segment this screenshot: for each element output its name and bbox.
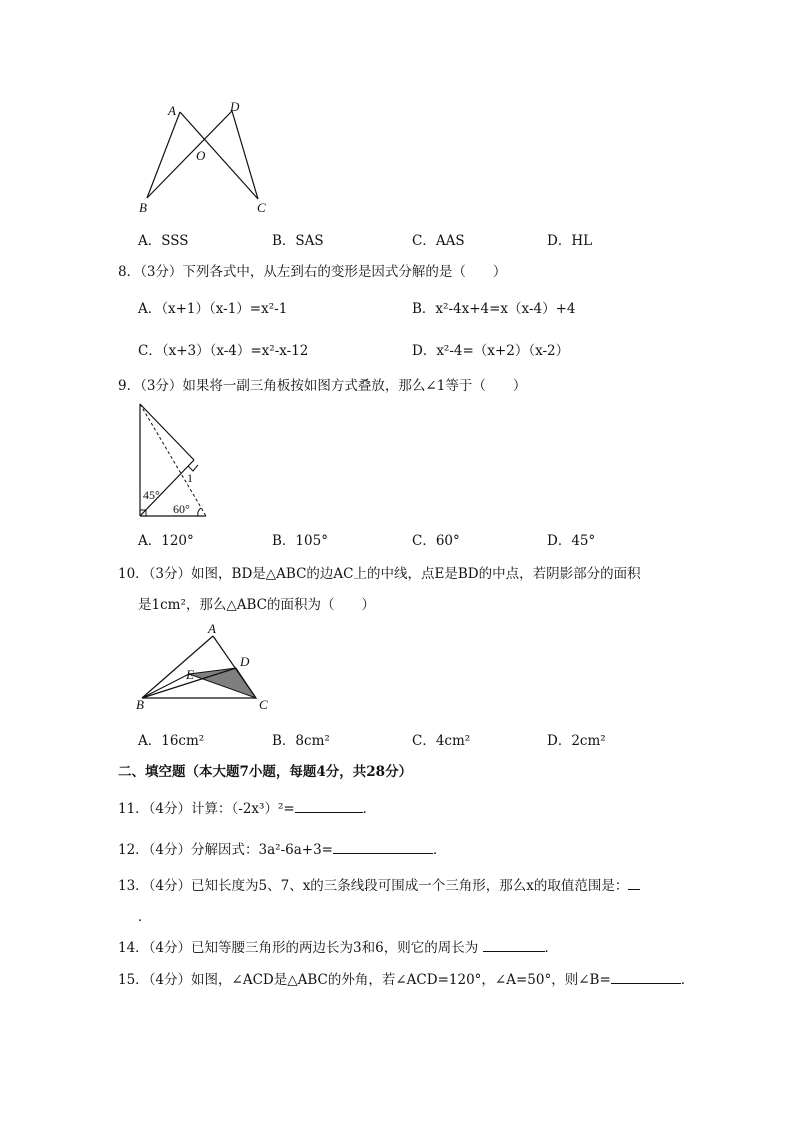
q13 <box>118 874 640 894</box>
q10-option-c: C．4cm² <box>412 733 471 749</box>
q7-option-c: C．AAS <box>412 233 465 249</box>
q12-stem: 12．（4分）分解因式：3a²-6a+3= <box>118 842 333 858</box>
q14 <box>118 936 558 956</box>
q10-stem-line2: 是1cm²，那么△ABC的面积为（ ） <box>138 597 375 613</box>
q8-option-b: B．x²-4x+4=x（x-4）+4 <box>412 301 576 317</box>
q9-stem: 9．（3分）如果将一副三角板按如图方式叠放，那么∠1等于（ ） <box>118 378 527 394</box>
fig7-label-a: A <box>168 103 176 118</box>
q10-label-c: C <box>259 697 268 712</box>
q10-label-d: D <box>240 654 250 669</box>
q14-end: ． <box>544 940 558 956</box>
q7-figure <box>130 98 280 218</box>
q10-option-a: A．16cm² <box>138 733 205 749</box>
q15 <box>118 968 694 988</box>
q11-answer-blank[interactable] <box>295 798 363 813</box>
fig7-label-c: C <box>257 200 266 215</box>
fig7-label-b: B <box>139 200 147 215</box>
q10-option-b: B．8cm² <box>272 733 330 749</box>
q7-option-a: A．SSS <box>138 233 189 249</box>
q14-stem: 14．（4分）已知等腰三角形的两边长为3和6，则它的周长为 <box>118 940 479 956</box>
q9-option-d: D．45° <box>547 533 596 549</box>
q8-option-d: D．x²-4=（x+2）（x-2） <box>412 343 570 359</box>
q9-label-1: 1 <box>187 471 193 485</box>
q9-angle-60: 60° <box>173 502 190 516</box>
q8-option-c: C．（x+3）（x-4）=x²-x-12 <box>138 343 309 359</box>
q10-label-b: B <box>136 697 144 712</box>
q9-angle-45: 45° <box>143 488 160 502</box>
q11 <box>118 797 376 817</box>
q10-figure <box>130 618 280 718</box>
q9-option-a: A．120° <box>138 533 194 549</box>
q13-stem: 13．（4分）已知长度为5、7、x的三条线段可围成一个三角形，那么x的取值范围是： <box>118 878 629 894</box>
q12-answer-blank[interactable] <box>333 839 433 854</box>
q11-stem: 11．（4分）计算：（-2x³）²= <box>118 801 295 817</box>
q10-label-a: A <box>208 621 216 636</box>
q15-stem: 15．（4分）如图，∠ACD是△ABC的外角，若∠ACD=120°，∠A=50°，则∠B= <box>118 972 611 988</box>
q13-answer-blank[interactable] <box>628 875 640 890</box>
q13-end: ． <box>138 909 152 925</box>
q7-option-b: B．SAS <box>272 233 324 249</box>
q9-figure <box>132 398 214 520</box>
q9-option-c: C．60° <box>412 533 460 549</box>
q10-label-e: E <box>186 667 194 682</box>
q15-end: ． <box>680 972 695 988</box>
q10-option-d: D．2cm² <box>547 733 606 749</box>
q8-stem: 8．（3分）下列各式中，从左到右的变形是因式分解的是（ ） <box>118 264 507 280</box>
q12-end: ． <box>432 842 447 858</box>
q7-option-d: D．HL <box>547 233 593 249</box>
q10-stem-line1: 10．（3分）如图，BD是△ABC的边AC上的中线，点E是BD的中点，若阴影部分的面积 <box>118 566 641 582</box>
q12 <box>118 838 446 858</box>
q8-option-a: A．（x+1）（x-1）=x²-1 <box>138 301 288 317</box>
q14-answer-blank[interactable] <box>483 937 545 952</box>
section-2-title: 二、填空题（本大题7小题，每题4分，共28分） <box>118 764 413 780</box>
fig7-label-d: D <box>230 99 240 114</box>
q11-end: ． <box>362 801 377 817</box>
q9-option-b: B．105° <box>272 533 328 549</box>
fig7-label-o: O <box>196 148 206 163</box>
q15-answer-blank[interactable] <box>611 969 681 984</box>
